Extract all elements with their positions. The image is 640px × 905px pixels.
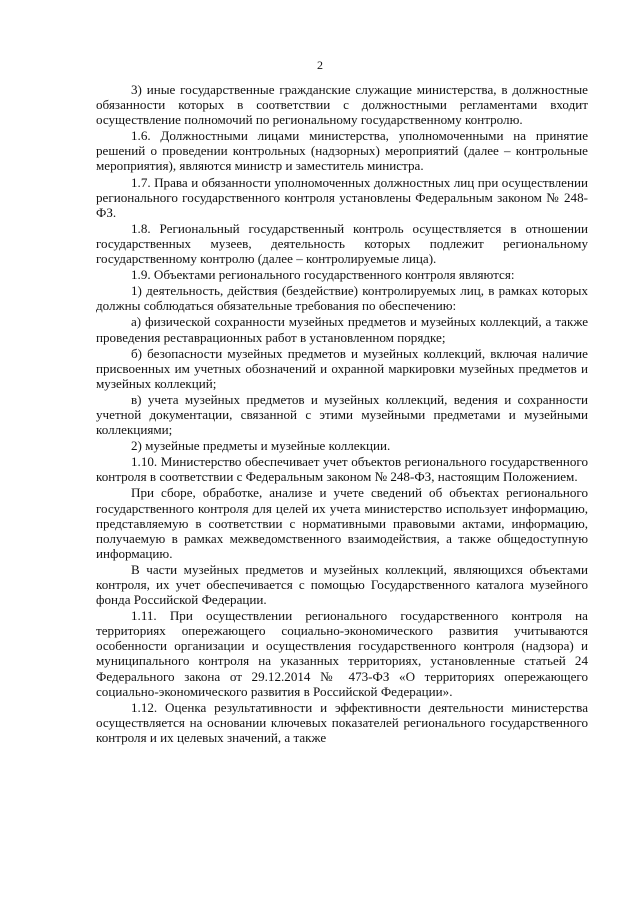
paragraph-1-12: 1.12. Оценка результативности и эффективности деятельности министерства осуществляется на основании ключевых показателей регионального государственного контроля и их целевых значений, а также [96, 699, 588, 745]
paragraph-1-10-collection: При сборе, обработке, анализе и учете сведений об объектах регионального государственного контроля для целей их учета министерство использует информацию, представляемую в соответствии с нормативными правовыми актами, информацию, получаемую в рамках межведомственного взаимодействия, а также общедоступную информацию. [96, 485, 588, 561]
paragraph-1-9-item-v: в) учета музейных предметов и музейных коллекций, ведения и сохранности учетной документации, связанной с этими музейными предметами и музейными коллекциями; [96, 391, 588, 438]
page-number: 2 [317, 58, 323, 72]
paragraph-1-10: 1.10. Министерство обеспечивает учет объектов регионального государственного контроля в соответствии с Федеральным законом № 248-ФЗ, настоящим Положением. [96, 454, 588, 485]
paragraph-1-11: 1.11. При осуществлении регионального государственного контроля на территориях опережающего социально-экономического развития учитываются особенности организации и осуществления государственного контроля (надзора) и муниципального контроля на указанных территориях, установленные статьей 24 Федерального закона от 29.12.2014 № 473-ФЗ «О территориях опережающего социально-экономического развития в Российской Федерации». [96, 608, 588, 699]
paragraph-1-9: 1.9. Объектами регионального государственного контроля являются: [131, 267, 515, 283]
document-body [96, 82, 588, 746]
paragraph-item-3: 3) иные государственные гражданские служащие министерства, в должностные обязанности которых в соответствии с должностными регламентами входит осуществление полномочий по региональному государственному контролю. [96, 82, 588, 128]
paragraph-1-7: 1.7. Права и обязанности уполномоченных должностных лиц при осуществлении регионального государственного контроля установлены Федеральным законом № 248-ФЗ. [96, 174, 588, 220]
paragraph-1-10-catalog: В части музейных предметов и музейных коллекций, являющихся объектами контроля, их учет обеспечивается с помощью Государственного каталога музейного фонда Российской Федерации. [96, 561, 588, 608]
paragraph-1-6: 1.6. Должностными лицами министерства, уполномоченными на принятие решений о проведении контрольных (надзорных) мероприятий (далее – контрольные мероприятия), являются министр и заместитель министра. [96, 128, 588, 174]
paragraph-1-8: 1.8. Региональный государственный контроль осуществляется в отношении государственных музеев, деятельность которых подлежит региональному государственному контролю (далее – контролируемые лица). [96, 220, 588, 267]
paragraph-1-9-item-a: а) физической сохранности музейных предметов и музейных коллекций, а также проведения реставрационных работ в установленном порядке; [96, 314, 588, 345]
paragraph-1-9-item-b: б) безопасности музейных предметов и музейных коллекций, включая наличие присвоенных им учетных обозначений и охранной маркировки музейных предметов и музейных коллекций; [96, 345, 588, 391]
paragraph-1-9-item-1: 1) деятельность, действия (бездействие) контролируемых лиц, в рамках которых должны соблюдаться обязательные требования по обеспечению: [96, 283, 588, 314]
paragraph-1-9-item-2: 2) музейные предметы и музейные коллекции. [131, 438, 391, 454]
